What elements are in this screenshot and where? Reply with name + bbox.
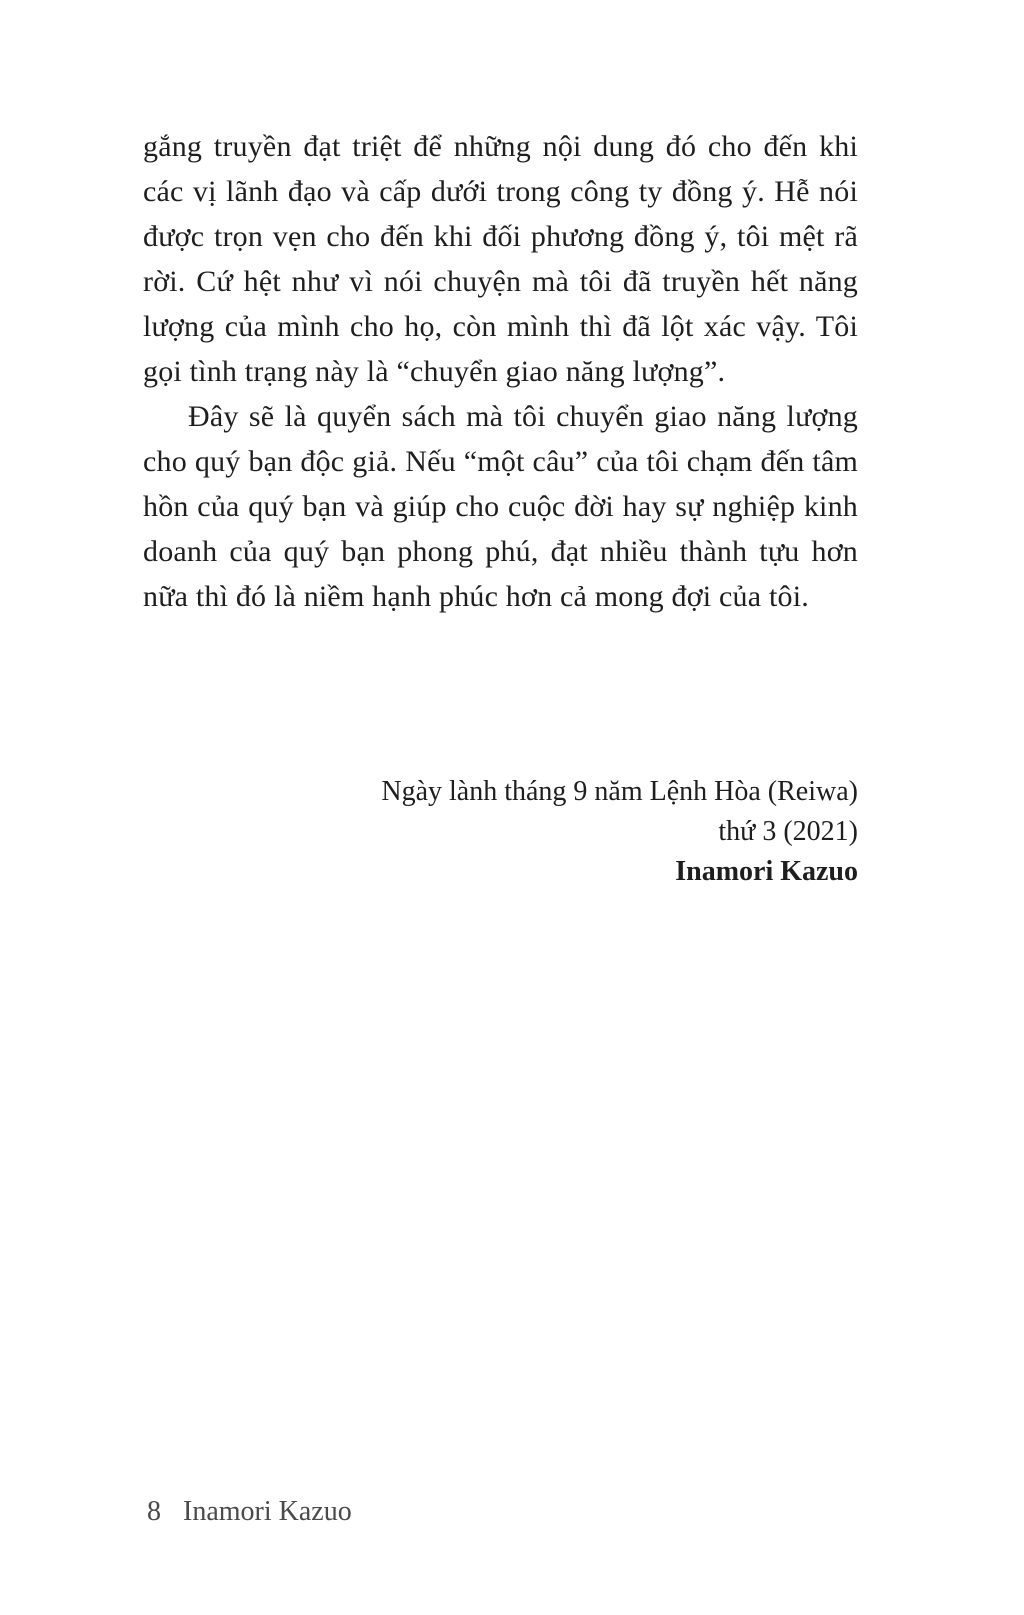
footer-running-title: Inamori Kazuo xyxy=(183,1496,352,1527)
signature-author: Inamori Kazuo xyxy=(675,856,858,887)
signature-date-line-1: Ngày lành tháng 9 năm Lệnh Hòa (Reiwa) xyxy=(381,776,858,807)
page-footer xyxy=(147,1496,352,1528)
body-paragraph-continuation: gắng truyền đạt triệt để những nội dung đó cho đến khi các vị lãnh đạo và cấp dưới trong công ty đồng ý. Hễ nói được trọn vẹn cho đến khi đối phương đồng ý, tôi mệt rã rời. Cứ hệt như vì nói chuyện mà tôi đã truyền hết năng lượng của mình cho họ, còn mình thì đã lột xác vậy. Tôi gọi tình trạng này là “chuyển giao năng lượng”. xyxy=(143,130,858,388)
signature-block xyxy=(381,772,858,892)
page-number: 8 xyxy=(147,1496,161,1527)
body-text xyxy=(143,124,858,619)
body-paragraph: Đây sẽ là quyển sách mà tôi chuyển giao năng lượng cho quý bạn độc giả. Nếu “một câu” của tôi chạm đến tâm hồn của quý bạn và giúp cho cuộc đời hay sự nghiệp kinh doanh của quý bạn phong phú, đạt nhiều thành tựu hơn nữa thì đó là niềm hạnh phúc hơn cả mong đợi của tôi. xyxy=(143,400,858,613)
signature-date-line-2: thứ 3 (2021) xyxy=(718,816,858,847)
